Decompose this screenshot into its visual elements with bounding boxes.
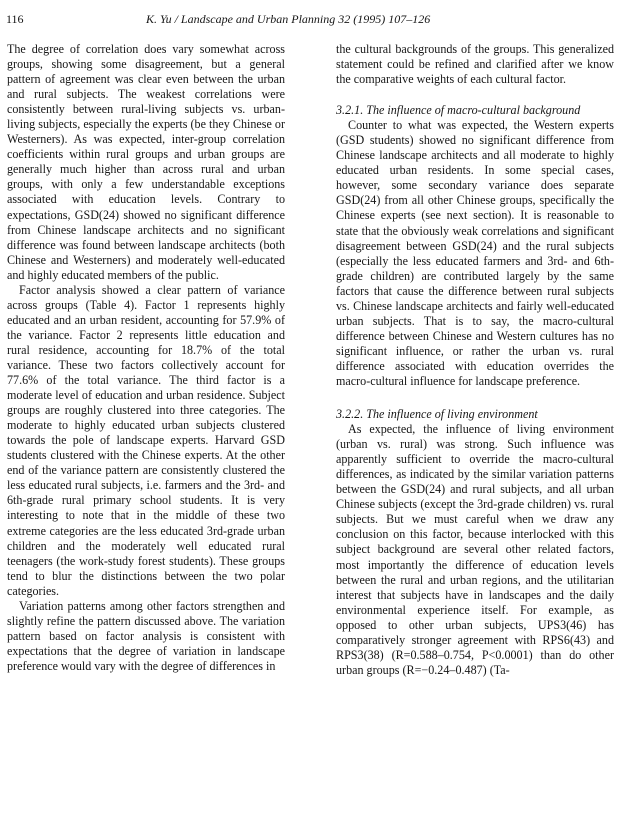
paragraph: Counter to what was expected, the Western experts (GSD students) showed no significant difference from Chinese landscape architects and all moderate to highly educated urban residents. In some special cases, however, some secondary variance does separate GSD(24) from all other Chinese groups, specifically the Chinese experts (see next section). It is reasonable to state that the obviously weak correlations and significant disagreement between GSD(24) and the rural subjects (especially the less educated farmers and 3rd- and 6th-grade children) are contributed largely by the same factors that cause the difference between rural subjects vs. Chinese landscape architects and fairly well-educated urban subjects. That is to say, the macro-cultural difference between Chinese and Western cultures has no significant influence, or rather the urban vs. rural difference associated with education overrides the macro-cultural influence for landscape preference.	[336, 118, 614, 388]
running-header	[6, 12, 606, 28]
page-number: 116	[6, 12, 24, 26]
right-column	[336, 42, 614, 678]
section-heading: 3.2.1. The influence of macro-cultural background	[336, 103, 581, 118]
running-head: K. Yu / Landscape and Urban Planning 32 (1995) 107–126	[146, 12, 431, 26]
paragraph: Factor analysis showed a clear pattern of variance across groups (Table 4). Factor 1 represents highly educated and an urban resident, accounting for 57.9% of the variance. Factor 2 represents little education and rural residence, accounting for 18.7% of the total variance. These two factors collectively account for 77.6% of the total variance. The third factor is a moderate level of education and urban residence. Subject groups are roughly clustered into three categories. The moderate to highly educated urban subjects clustered towards the pole of landscape experts. Harvard GSD students clustered with the Chinese experts. At the other end of the variance pattern are consistently clustered the less educated rural subjects, i.e. farmers and the 3rd- and 6th-grade rural primary school students. It is very interesting to note that in the middle of these two extreme categories are the less educated 3rd-grade urban children and the moderately well educated rural teenagers (the work-study forest students). These groups tend to blur the distinctions between the two polar categories.	[7, 282, 285, 598]
paragraph: Variation patterns among other factors strengthen and slightly refine the pattern discussed above. The variation pattern based on factor analysis is consistent with expectations that the degree of variation in landscape preference would vary with the degree of differences in	[7, 598, 285, 673]
left-column	[7, 42, 285, 674]
section-heading: 3.2.2. The influence of living environment	[336, 407, 538, 422]
paragraph: The degree of correlation does vary somewhat across groups, showing some disagreement, but a general pattern of agreement was clear even between the urban and rural subjects. The weakest correlations were consistently between rural-living subjects vs. urban-living subjects, especially the experts (be they Chinese or Westerners). As was expected, inter-group correlation coefficients within rural groups and urban groups are generally much higher than across rural and urban groups, with only a few understandable exceptions associated with education levels. Contrary to expectations, GSD(24) showed no significant difference from Chinese landscape architects and no significant difference was found between landscape architects (both Chinese and Westerners) and moderately well-educated and highly educated members of the public.	[7, 42, 285, 282]
paragraph: the cultural backgrounds of the groups. This generalized statement could be refined and clarified after we know the comparative weights of each cultural factor.	[336, 42, 614, 87]
paragraph: As expected, the influence of living environment (urban vs. rural) was strong. Such influence was apparently sufficient to override the macro-cultural differences, as indicated by the similar variation patterns between the GSD(24) and rural subjects, and all urban Chinese subjects (except the 3rd-grade children) vs. rural subjects. But we must careful when we draw any conclusion on this factor, because interlocked with this subject background are several other related factors, most importantly the difference of education levels between the rural and urban regions, and the utilitarian interest that subjects have in landscapes and the daily environmental experience itself. For example, as opposed to other urban subjects, UPS3(46) has comparatively stronger agreement with RPS6(43) and RPS3(38) (R=0.588–0.754, P<0.0001) than do other urban groups (R=−0.24–0.487) (Ta-	[336, 422, 614, 677]
